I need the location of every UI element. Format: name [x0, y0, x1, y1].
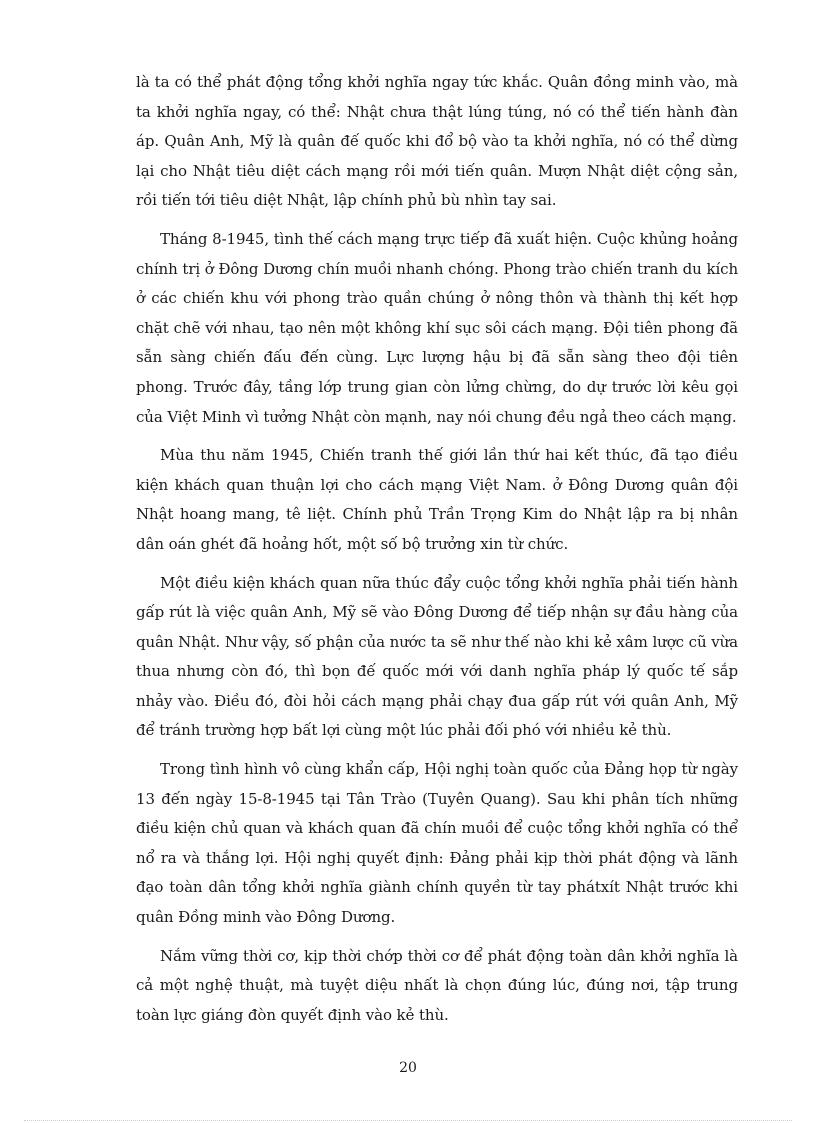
paragraph-1: là ta có thể phát động tổng khởi nghĩa ngay tức khắc. Quân đồng minh vào, mà ta khởi nghĩa ngay, có thể: Nhật chưa thật lúng túng, nó có thể tiến hành đàn áp. Quân Anh, Mỹ là quân đế quốc khi đổ bộ vào ta khởi nghĩa, nó có thể dừng lại cho Nhật tiêu diệt cách mạng rồi mới tiến quân. Mượn Nhật diệt cộng sản, rồi tiến tới tiêu diệt Nhật, lập chính phủ bù nhìn tay sai. [136, 73, 738, 210]
page-number: 20 [399, 1060, 417, 1076]
paragraph-5: Trong tình hình vô cùng khẩn cấp, Hội nghị toàn quốc của Đảng họp từ ngày 13 đến ngày 15-8-1945 tại Tân Trào (Tuyên Quang). Sau khi phân tích những điều kiện chủ quan và khách quan đã chín muồi để cuộc tổng khởi nghĩa có thể nổ ra và thắng lợi. Hội nghị quyết định: Đảng phải kịp thời phát động và lãnh đạo toàn dân tổng khởi nghĩa giành chính quyền từ tay phátxít Nhật trước khi quân Đồng minh vào Đông Dương. [136, 760, 738, 927]
body-text [136, 68, 738, 1039]
paragraph-6: Nắm vững thời cơ, kịp thời chớp thời cơ để phát động toàn dân khởi nghĩa là cả một nghệ thuật, mà tuyệt diệu nhất là chọn đúng lúc, đúng nơi, tập trung toàn lực giáng đòn quyết định vào kẻ thù. [136, 946, 738, 1024]
paragraph-4: Một điều kiện khách quan nữa thúc đẩy cuộc tổng khởi nghĩa phải tiến hành gấp rút là việc quân Anh, Mỹ sẽ vào Đông Dương để tiếp nhận sự đầu hàng của quân Nhật. Như vậy, số phận của nước ta sẽ như thế nào khi kẻ xâm lược cũ vừa thua nhưng còn đó, thì bọn đế quốc mới với danh nghĩa pháp lý quốc tế sắp nhảy vào. Điều đó, đòi hỏi cách mạng phải chạy đua gấp rút với quân Anh, Mỹ để tránh trường hợp bất lợi cùng một lúc phải đối phó với nhiều kẻ thù. [136, 573, 738, 740]
page-bottom-rule [24, 1120, 792, 1121]
paragraph-2: Tháng 8-1945, tình thế cách mạng trực tiếp đã xuất hiện. Cuộc khủng hoảng chính trị ở Đông Dương chín muồi nhanh chóng. Phong trào chiến tranh du kích ở các chiến khu với phong trào quần chúng ở nông thôn và thành thị kết hợp chặt chẽ với nhau, tạo nên một không khí sục sôi cách mạng. Đội tiên phong đã sẵn sàng chiến đấu đến cùng. Lực lượng hậu bị đã sẵn sàng theo đội tiên phong. Trước đây, tầng lớp trung gian còn lửng chừng, do dự trước lời kêu gọi của Việt Minh vì tưởng Nhật còn mạnh, nay nói chung đều ngả theo cách mạng. [136, 229, 738, 426]
paragraph-3: Mùa thu năm 1945, Chiến tranh thế giới lần thứ hai kết thúc, đã tạo điều kiện khách quan thuận lợi cho cách mạng Việt Nam. ở Đông Dương quân đội Nhật hoang mang, tê liệt. Chính phủ Trần Trọng Kim do Nhật lập ra bị nhân dân oán ghét đã hoảng hốt, một số bộ trưởng xin từ chức. [136, 446, 738, 553]
